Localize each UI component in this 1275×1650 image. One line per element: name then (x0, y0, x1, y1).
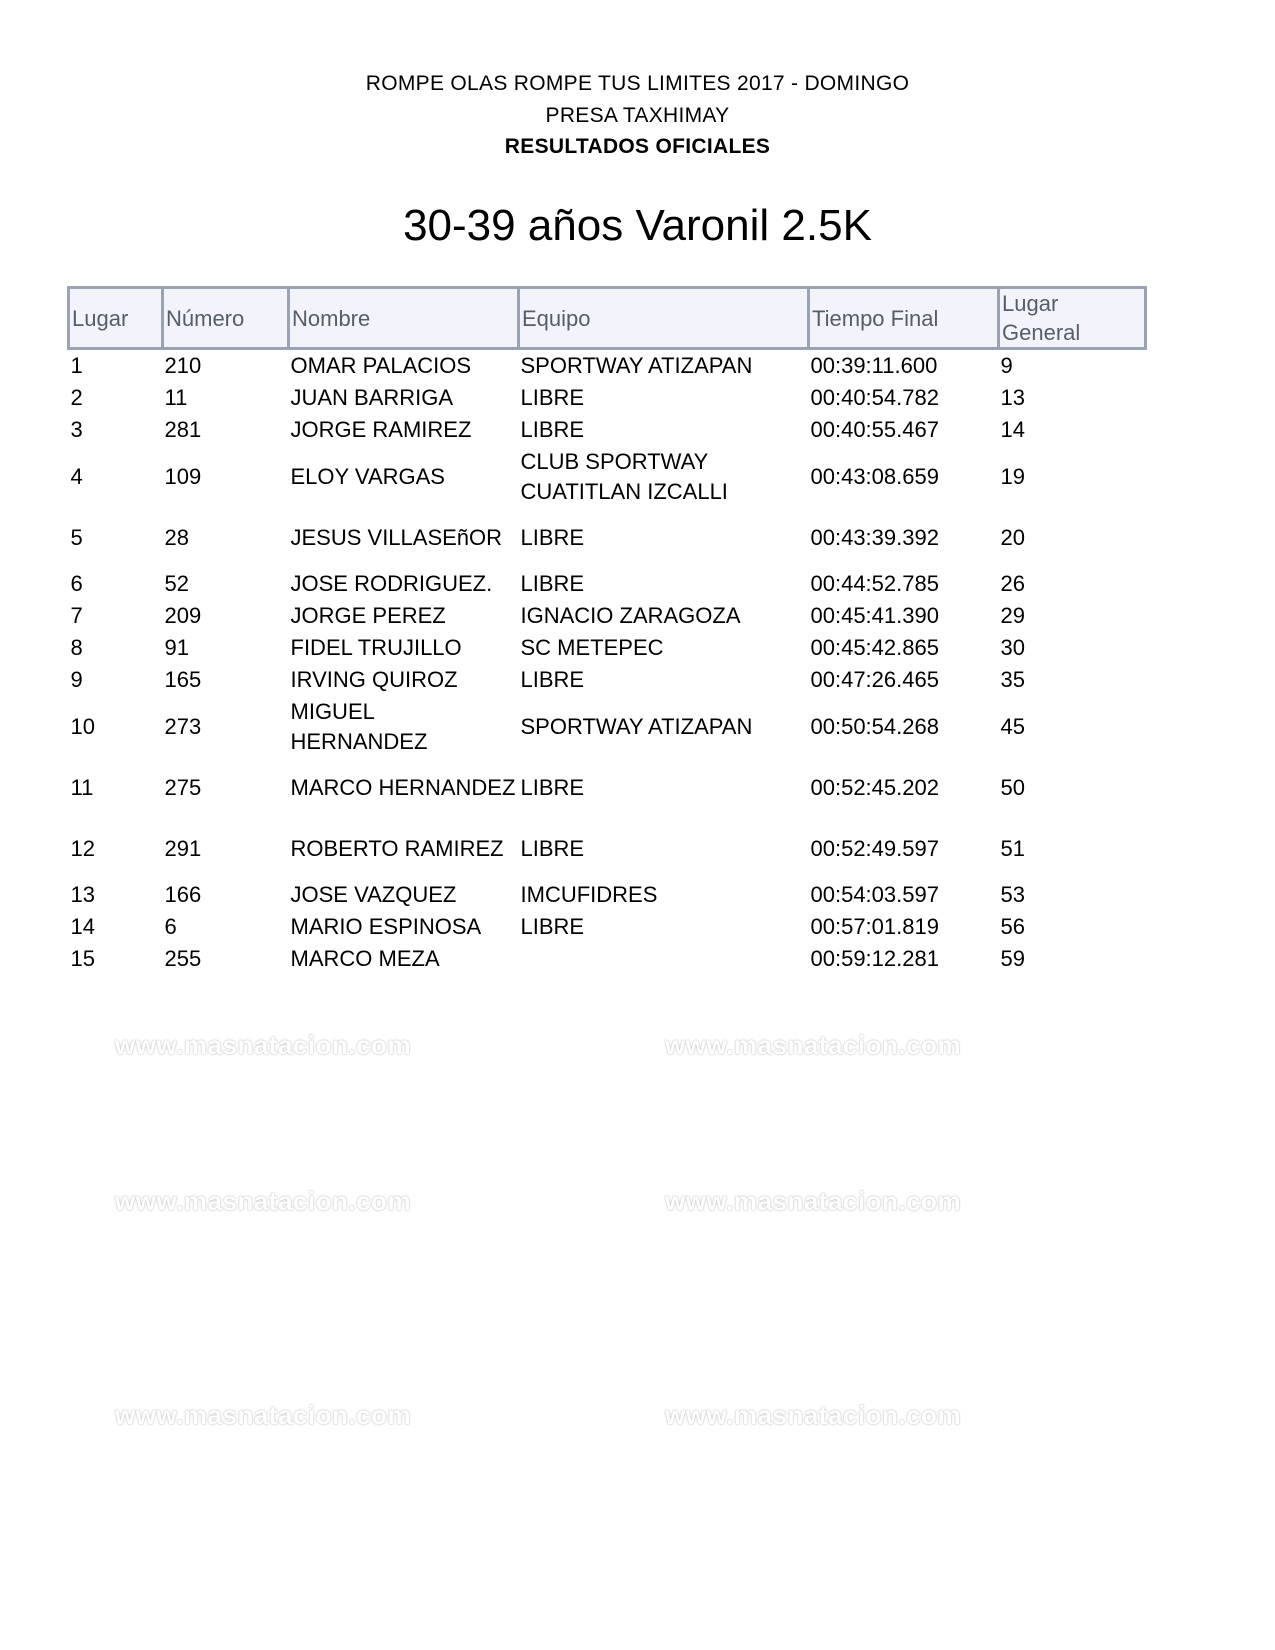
cell-numero: 165 (164, 667, 202, 692)
cell-tiempo-final: 00:50:54.268 (810, 713, 939, 739)
cell-nombre: IRVING QUIROZ (290, 667, 458, 692)
cell-nombre: MARCO MEZA (290, 946, 440, 971)
cell-nombre: MARIO ESPINOSA (290, 914, 482, 939)
cell-tiempo-final: 00:43:39.392 (810, 524, 939, 550)
cell-tiempo-final: 00:43:08.659 (810, 463, 939, 489)
cell-lugar-general: 29 (1000, 603, 1025, 628)
table-row (69, 568, 1146, 600)
watermark: www.masnatacion.com (115, 1030, 412, 1060)
watermark: www.masnatacion.com (115, 1400, 412, 1430)
cell-lugar: 4 (70, 463, 83, 489)
table-row (69, 911, 1146, 943)
col-nombre: Nombre (289, 288, 519, 349)
table-header-row (69, 288, 1146, 349)
cell-equipo (519, 943, 809, 975)
cell-numero: 273 (164, 713, 202, 739)
cell-numero: 91 (164, 635, 189, 660)
col-numero: Número (163, 288, 289, 349)
cell-lugar: 5 (70, 524, 83, 550)
table-row (69, 600, 1146, 632)
cell-nombre: FIDEL TRUJILLO (290, 635, 462, 660)
cell-lugar: 6 (70, 571, 83, 596)
cell-nombre: MIGUEL HERNANDEZ (290, 698, 428, 754)
cell-lugar: 2 (70, 385, 83, 410)
cell-numero: 166 (164, 882, 202, 907)
cell-lugar: 13 (70, 882, 95, 907)
cell-lugar-general: 56 (1000, 914, 1025, 939)
table-row (69, 943, 1146, 975)
cell-numero: 255 (164, 946, 202, 971)
cell-equipo: SC METEPEC (520, 635, 664, 660)
cell-nombre: MARCO HERNANDEZ (290, 774, 516, 800)
table-row (69, 818, 1146, 879)
cell-nombre: JORGE PEREZ (290, 603, 446, 628)
table-row (69, 879, 1146, 911)
watermark: www.masnatacion.com (665, 1186, 962, 1216)
cell-nombre: JOSE VAZQUEZ (290, 882, 457, 907)
cell-tiempo-final: 00:40:54.782 (810, 385, 939, 410)
watermark: www.masnatacion.com (665, 1400, 962, 1430)
event-location: PRESA TAXHIMAY (545, 104, 730, 127)
cell-lugar-general: 26 (1000, 571, 1025, 596)
cell-numero: 209 (164, 603, 202, 628)
table-row (69, 382, 1146, 414)
cell-nombre: ELOY VARGAS (290, 463, 445, 489)
cell-lugar-general: 30 (1000, 635, 1025, 660)
cell-equipo: LIBRE (520, 914, 585, 939)
cell-lugar: 10 (70, 713, 95, 739)
table-row (69, 664, 1146, 696)
cell-numero: 11 (164, 385, 188, 410)
cell-equipo: IGNACIO ZARAGOZA (520, 603, 741, 628)
table-row (69, 632, 1146, 664)
cell-lugar: 15 (70, 946, 95, 971)
cell-lugar: 12 (70, 835, 95, 861)
cell-nombre: JUAN BARRIGA (290, 385, 454, 410)
cell-tiempo-final: 00:52:49.597 (810, 835, 939, 861)
cell-tiempo-final: 00:39:11.600 (810, 353, 938, 378)
col-lugar: Lugar (69, 288, 163, 349)
event-title: ROMPE OLAS ROMPE TUS LIMITES 2017 - DOMINGO (365, 72, 910, 95)
cell-tiempo-final: 00:57:01.819 (810, 914, 939, 939)
cell-tiempo-final: 00:40:55.467 (810, 417, 939, 442)
cell-lugar-general: 19 (1000, 463, 1025, 489)
cell-lugar-general: 9 (1000, 353, 1013, 378)
cell-lugar: 9 (70, 667, 83, 692)
cell-lugar: 3 (70, 417, 83, 442)
cell-lugar-general: 59 (1000, 946, 1025, 971)
col-equipo: Equipo (519, 288, 809, 349)
cell-nombre: JORGE RAMIREZ (290, 417, 472, 442)
cell-lugar-general: 35 (1000, 667, 1025, 692)
cell-numero: 281 (164, 417, 202, 442)
cell-nombre: ROBERTO RAMIREZ (290, 835, 504, 861)
cell-equipo: LIBRE (520, 524, 585, 550)
cell-lugar: 8 (70, 635, 83, 660)
cell-lugar: 11 (70, 774, 94, 800)
cell-equipo: IMCUFIDRES (520, 882, 658, 907)
cell-numero: 291 (164, 835, 202, 861)
cell-numero: 210 (164, 353, 202, 378)
cell-equipo: SPORTWAY ATIZAPAN (520, 353, 753, 378)
cell-numero: 28 (164, 524, 189, 550)
watermark: www.masnatacion.com (115, 1186, 412, 1216)
cell-numero: 109 (164, 463, 202, 489)
cell-lugar-general: 50 (1000, 774, 1025, 800)
cell-lugar-general: 45 (1000, 713, 1025, 739)
cell-nombre: JOSE RODRIGUEZ. (290, 571, 493, 596)
cell-lugar-general: 20 (1000, 524, 1025, 550)
col-lugar-general: Lugar General (999, 288, 1146, 349)
cell-equipo: LIBRE (520, 417, 585, 442)
cell-lugar-general: 53 (1000, 882, 1025, 907)
cell-equipo: CLUB SPORTWAY CUATITLAN IZCALLI (520, 448, 728, 504)
cell-numero: 275 (164, 774, 202, 800)
results-heading: RESULTADOS OFICIALES (504, 135, 771, 158)
cell-tiempo-final: 00:45:41.390 (810, 603, 939, 628)
table-row (69, 446, 1146, 507)
cell-equipo: LIBRE (520, 774, 585, 800)
cell-lugar-general: 14 (1000, 417, 1025, 442)
cell-tiempo-final: 00:52:45.202 (810, 774, 939, 800)
cell-lugar: 1 (70, 353, 83, 378)
cell-tiempo-final: 00:59:12.281 (810, 946, 939, 971)
cell-nombre: OMAR PALACIOS (290, 353, 472, 378)
table-row (69, 757, 1146, 818)
cell-equipo: LIBRE (520, 571, 585, 596)
table-row (69, 349, 1146, 383)
cell-equipo: LIBRE (520, 385, 585, 410)
col-tiempo-final: Tiempo Final (809, 288, 999, 349)
cell-equipo: SPORTWAY ATIZAPAN (520, 713, 753, 739)
cell-tiempo-final: 00:44:52.785 (810, 571, 939, 596)
results-table (67, 286, 1147, 975)
cell-equipo: LIBRE (520, 835, 585, 861)
cell-lugar: 7 (70, 603, 83, 628)
cell-nombre: JESUS VILLASEñOR (290, 524, 503, 550)
category-title: 30-39 años Varonil 2.5K (403, 201, 872, 250)
watermark: www.masnatacion.com (665, 1030, 962, 1060)
cell-equipo: LIBRE (520, 667, 585, 692)
cell-tiempo-final: 00:45:42.865 (810, 635, 939, 660)
cell-lugar-general: 13 (1000, 385, 1025, 410)
cell-numero: 52 (164, 571, 189, 596)
table-row (69, 414, 1146, 446)
table-row (69, 507, 1146, 568)
cell-tiempo-final: 00:47:26.465 (810, 667, 939, 692)
cell-tiempo-final: 00:54:03.597 (810, 882, 939, 907)
table-row (69, 696, 1146, 757)
cell-lugar-general: 51 (1000, 835, 1025, 861)
cell-numero: 6 (164, 914, 177, 939)
cell-lugar: 14 (70, 914, 95, 939)
